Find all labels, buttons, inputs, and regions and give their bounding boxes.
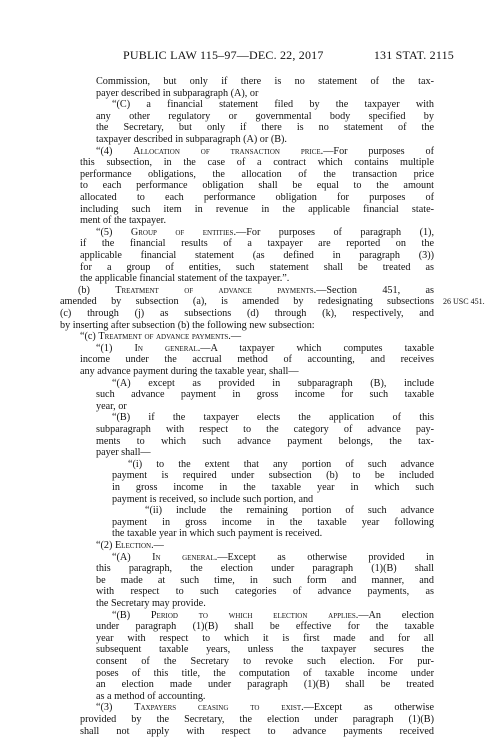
text-line: consent of the Secretary to revoke such election. For pur-	[96, 656, 434, 667]
text-line: (b) Treatment of advance payments.—Section 451, as	[78, 284, 435, 296]
text-line: “(3) Taxpayers ceasing to exist.—Except as otherwise	[96, 702, 435, 714]
text-line: “(1) In general.—A taxpayer which computes taxable	[96, 342, 434, 354]
text-line: provided by the Secretary, the election under paragraph (1)(B)	[80, 714, 434, 725]
text-line: income under the accrual method of accounting, and receives	[80, 354, 434, 366]
text-line: payer described in subparagraph (A), or	[96, 87, 259, 99]
text-line: “(A) In general.—Except as otherwise provided in	[112, 551, 434, 563]
text-line: an election made under paragraph (1)(B) shall be treated	[96, 679, 434, 691]
text-line: by inserting after subsection (b) the following new subsection:	[60, 319, 315, 331]
text-line: any other regulatory or governmental body specified by	[96, 110, 434, 122]
text-line: the applicable financial statement of the taxpayer.”.	[80, 273, 290, 285]
text-line: in gross income in the taxable year in which such	[112, 482, 434, 493]
text-line: subsequent taxable years, unless the taxpayer secures the	[96, 644, 434, 656]
text-line: year, or	[96, 400, 127, 412]
text-line: to each performance obligation shall be equal to the amount	[80, 180, 434, 192]
text-line: this paragraph, the election under paragraph (1)(B) shall	[96, 563, 434, 575]
margin-citation: 26 USC 451.	[443, 297, 485, 307]
text-line: if the financial results of a taxpayer are reported on the	[80, 238, 434, 250]
text-line: under paragraph (1)(B) shall be effective for the taxable	[96, 621, 434, 633]
text-line: the Secretary, but only if there is no statement of the	[96, 122, 434, 134]
text-line: as a method of accounting.	[96, 690, 206, 702]
text-line: the taxable year in which such payment is received.	[112, 528, 323, 540]
text-line: be made at such time, in such form and manner, and	[96, 574, 434, 586]
text-line: this subsection, in the case of a contract which contains multiple	[80, 157, 434, 169]
running-header-left: PUBLIC LAW 115–97—DEC. 22, 2017	[123, 48, 324, 62]
text-line: “(C) a financial statement filed by the taxpayer with	[112, 99, 434, 111]
text-line: “(B) Period to which election applies.—An election	[112, 609, 434, 621]
text-line: “(ii) include the remaining portion of such advance	[145, 505, 434, 517]
text-line: with respect to such categories of advance payments, as	[96, 586, 434, 598]
text-line: for a group of entities, such statement shall be treated as	[80, 261, 434, 273]
text-line: subparagraph with respect to the category of advance pay-	[96, 424, 434, 435]
running-header-right: 131 STAT. 2115	[373, 48, 454, 62]
text-line: ments to which such advance payment belongs, the tax-	[96, 435, 434, 447]
text-line: such advance payment in gross income for such taxable	[96, 389, 434, 401]
text-line: “(A) except as provided in subparagraph (B), include	[112, 377, 434, 389]
text-line: payment in gross income in the taxable year following	[112, 516, 434, 528]
text-line: allocated to each performance obligation for purposes of	[80, 192, 434, 203]
text-line: payment is required under subsection (b) to be included	[112, 470, 434, 482]
text-line: “(2) Election.—	[96, 540, 164, 551]
text-line: year with respect to which it is first made and for all	[96, 632, 434, 644]
text-line: poses of this title, the computation of taxable income under	[96, 667, 434, 679]
text-line: ment of the taxpayer.	[80, 215, 166, 227]
text-line: (c) through (j) as subsections (d) through (k), respectively, and	[60, 308, 434, 319]
text-line: shall not apply with respect to advance payments received	[80, 725, 434, 737]
text-line: including such item in revenue in the applicable financial state-	[80, 203, 434, 215]
text-line: payer shall—	[96, 447, 151, 459]
text-line: amended by subsection (a), is amended by redesignating subsections	[60, 296, 434, 308]
text-line: the Secretary may provide.	[96, 598, 206, 609]
text-line: “(c) Treatment of advance payments.—	[80, 331, 242, 343]
text-line: taxpayer described in subparagraph (A) or (B).	[96, 134, 287, 145]
text-line: performance obligations, the allocation of the transaction price	[80, 168, 434, 180]
text-line: “(4) Allocation of transaction price.—For purposes of	[96, 145, 434, 157]
text-line: “(5) Group of entities.—For purposes of paragraph (1),	[96, 226, 434, 238]
text-line: “(i) to the extent that any portion of such advance	[128, 458, 434, 470]
text-line: “(B) if the taxpayer elects the application of this	[112, 412, 434, 424]
text-line: any advance payment during the taxable year, shall—	[80, 366, 299, 377]
text-line: applicable financial statement (as defined in paragraph (3))	[80, 250, 434, 261]
text-line: payment is received, so include such portion, and	[112, 493, 314, 505]
text-line: Commission, but only if there is no statement of the tax-	[96, 76, 434, 87]
